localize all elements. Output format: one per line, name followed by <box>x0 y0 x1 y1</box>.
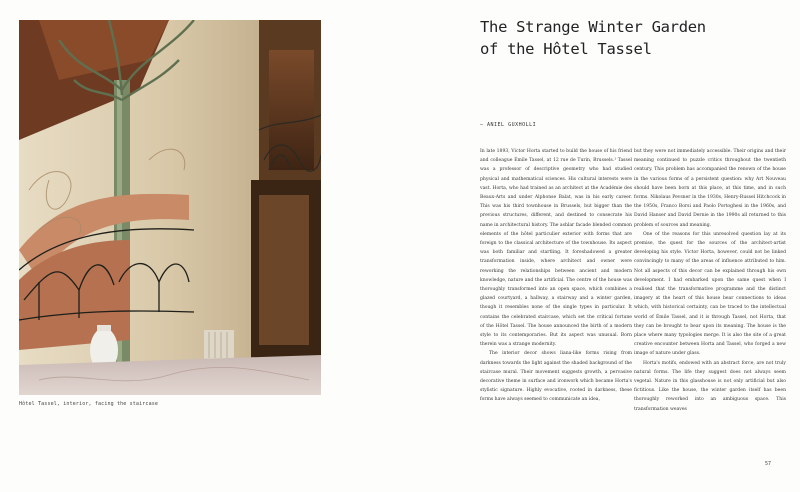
paragraph: One of the reasons for this unresolved question lay at its premise, the quest for the sources of the architect-artist developing his style. Victor Horta, however, could not be linked convincingly to many of the areas of influence attributed to him. Not all aspects of this decor can be explained through his own development. I had embarked upon the same quest when I realised that the transformative programme and the distinct imagery at the heart of this house bear connections to ideas which, with historical certainty, can be traced to the intellectual world of Émile Tassel, and it is through Tassel, not Horta, that they can be brought to bear upon its meaning. The house is the place where many typologies merge. It is also the site of a great creative encounter between Horta and Tassel, who forged a new image of nature under glass. <box>634 231 786 357</box>
staircase-photo <box>19 20 321 395</box>
paragraph: In late 1893, Victor Horta started to build the house of his friend and colleague Émile Tassel, at 12 rue de Turin, Brussels.¹ Tassel was a professor of descriptive geometry who had studied physical and mathematical sciences. His cultural interests were vast. Horta, who had trained as an architect at the Académie des Beaux-Arts and under Alphonse Balat, was in his early career. This was his third townhouse in Brussels, but bigger than the previous structures, different, and destined to consecrate his name in architectural history. The ashlar facade blended common elements of the hôtel particulier exterior with forms that are foreign to the classical architecture of the townhouse. Its aspect was both familiar and startling. It foreshadowed a greater transformation inside, where architect and owner were reworking the relationships between ancient and modern knowledge, nature and the artificial. The centre of the house was thoroughly transformed into an open space, which combines a glazed courtyard, a hallway, a stairway and a winter garden, though it resembles none of the single types in particular. It contains the celebrated staircase, which set the critical fortune of the Hôtel Tassel. The house announced the birth of a modern style to its contemporaries. But its aspect was unusual. Born therein was a strange modernity. <box>480 149 632 348</box>
author-byline: — ANIEL GUXHOLLI <box>480 122 537 128</box>
article-title-line-2: of the Hôtel Tassel <box>480 40 652 58</box>
photo-caption: Hôtel Tassel, interior, facing the staircase <box>19 401 159 407</box>
paragraph: The interior decor shows liana-like forms rising from darkness towards the light against the shaded background of the staircase mural. Their movement suggests growth, a pervasive decorative theme in surface and ironwork which became Horta's stylistic signature. Highly evocative, rooted in darkness, these forms have always seemed to communicate an idea, <box>480 351 632 403</box>
staircase-illustration <box>19 20 321 395</box>
paragraph: but they were not immediately accessible. Their origins and their meaning continued to puzzle critics throughout the twentieth century. This problem has accompanied the renown of the house in the various forms of a persistent question: why Art Nouveau should have been born at this place, at this time, and in such forms. Nikolaus Pevsner in the 1930s, Henry-Russel Hitchcock in the 1950s, Franco Borsi and Paolo Portoghesi in the 1960s, and David Hanser and David Dernie in the 1990s all returned to this problem of sources and meaning. <box>634 149 786 228</box>
paragraph: Horta's motifs, endowed with an abstract force, are not truly natural forms. The life they suggest does not always seem vegetal. Nature in this glasshouse is not only artificial but also fictitious. Like the house, the winter garden itself has been thoroughly reworked into an ambiguous space. This transformation weaves <box>634 360 786 412</box>
page-number: 57 <box>765 461 772 467</box>
article-title-line-1: The Strange Winter Garden <box>480 18 706 36</box>
article-title <box>480 16 780 60</box>
text-column-right <box>634 147 786 457</box>
text-column-left <box>480 147 632 457</box>
